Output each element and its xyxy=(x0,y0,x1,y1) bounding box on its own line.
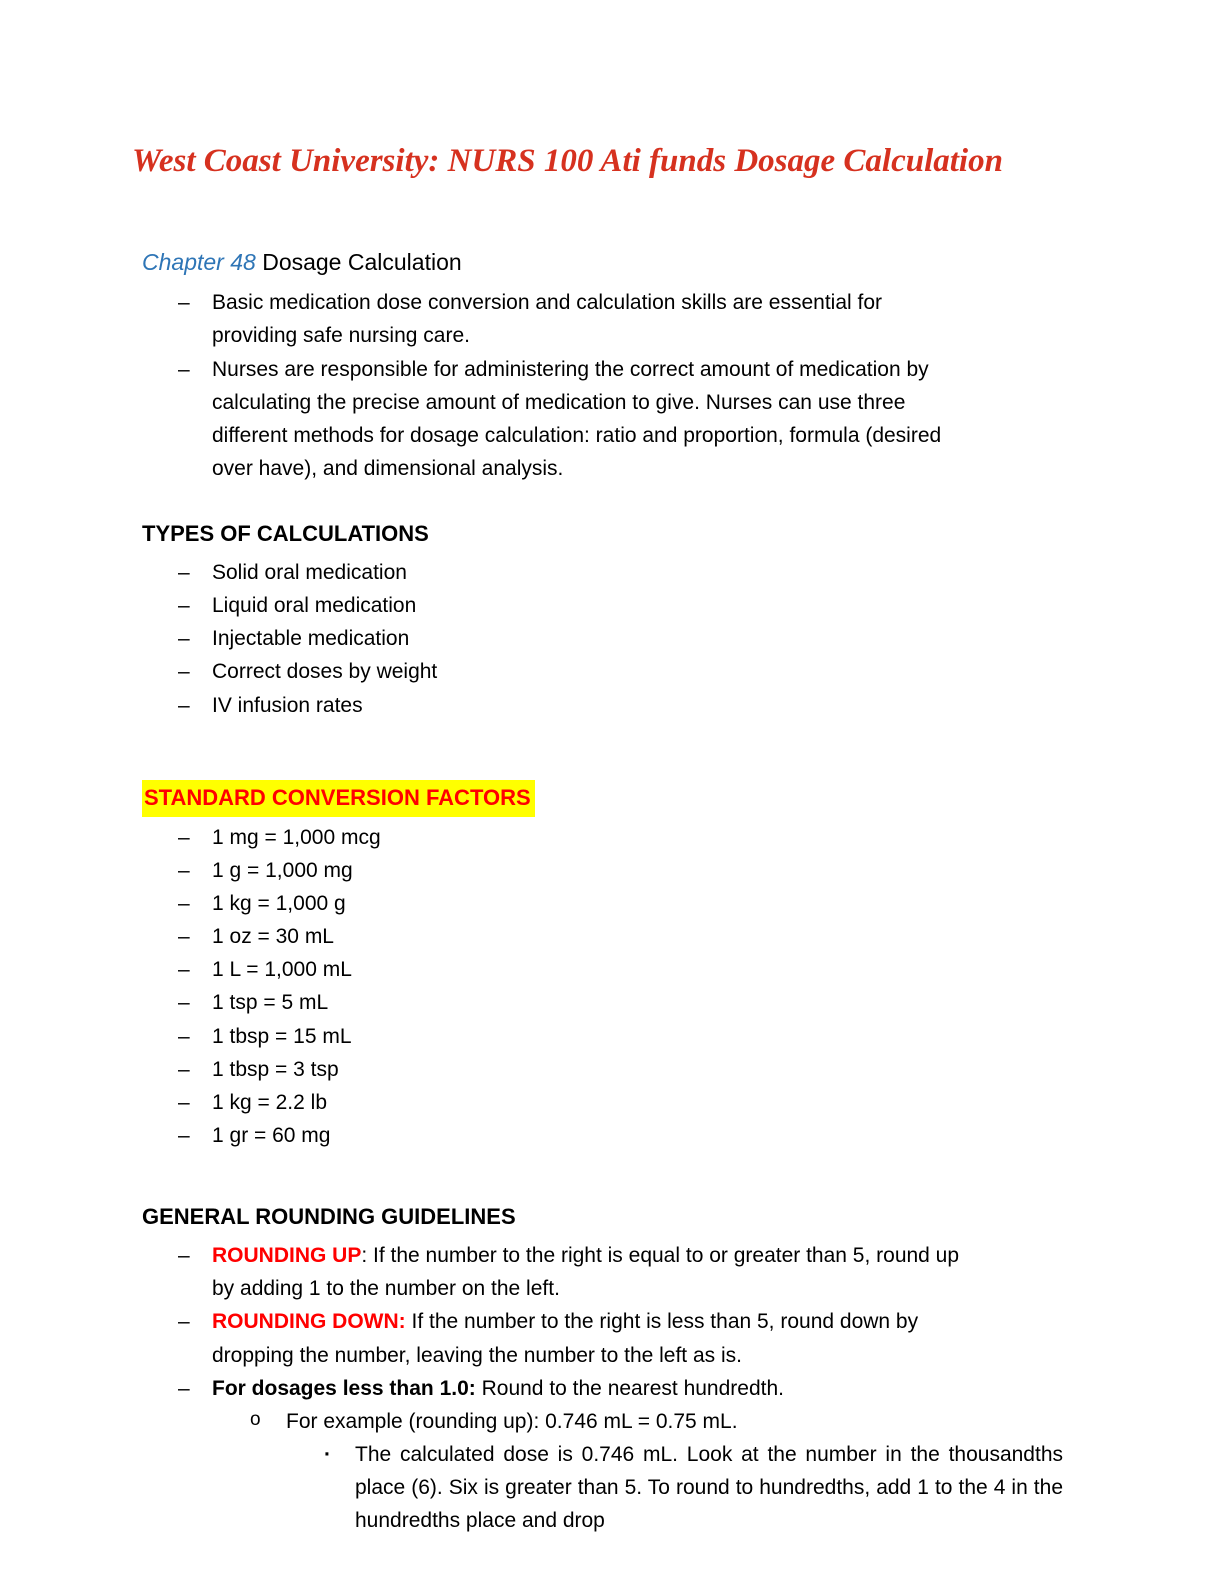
list-item xyxy=(178,353,1092,486)
dash-bullet: – xyxy=(178,925,190,949)
list-item-text: 1 tbsp = 3 tsp xyxy=(212,1057,339,1081)
list-item xyxy=(178,953,1092,986)
list-item-text: 1 tbsp = 15 mL xyxy=(212,1024,352,1048)
rounding-section-heading: GENERAL ROUNDING GUIDELINES xyxy=(142,1204,516,1230)
list-item-text: 1 g = 1,000 mg xyxy=(212,858,353,882)
list-item-text: Correct doses by weight xyxy=(212,660,438,684)
dash-bullet: – xyxy=(178,660,190,684)
list-item-text: 1 kg = 2.2 lb xyxy=(212,1090,327,1114)
conversions-bullet-list xyxy=(178,821,1092,1153)
dash-bullet: – xyxy=(178,627,190,651)
list-item-text: 1 oz = 30 mL xyxy=(212,925,334,949)
list-item xyxy=(178,1305,1092,1371)
list-item xyxy=(178,920,1092,953)
list-item-text: 1 gr = 60 mg xyxy=(212,1124,331,1148)
dosages-less-text: Round to the nearest hundredth. xyxy=(475,1376,784,1400)
rounding-up-label: ROUNDING UP xyxy=(212,1244,362,1268)
dash-bullet: – xyxy=(178,560,190,584)
list-item-text: Injectable medication xyxy=(212,627,410,651)
list-item-text: IV infusion rates xyxy=(212,693,363,717)
chapter-heading xyxy=(142,244,1092,280)
chapter-label: Chapter 48 xyxy=(142,248,256,275)
example-detail-text: The calculated dose is 0.746 mL. Look at the number in the thousandths place (6). Six is greater than 5. To round to hundredths, add 1 to the 4 in the hundredths place and drop xyxy=(355,1443,1063,1533)
dash-bullet: – xyxy=(178,891,190,915)
dash-bullet: – xyxy=(178,958,190,982)
list-item-text: Basic medication dose conversion and calculation skills are essential for providing safe nursing care. xyxy=(212,291,883,348)
types-bullet-list xyxy=(178,556,1092,722)
dash-bullet: – xyxy=(178,594,190,618)
dash-bullet: – xyxy=(178,991,190,1015)
list-item xyxy=(178,1053,1092,1086)
list-item xyxy=(178,821,1092,854)
example-text: For example (rounding up): 0.746 mL = 0.75 mL. xyxy=(286,1409,738,1433)
dash-bullet: – xyxy=(178,1090,190,1114)
list-item-text: Solid oral medication xyxy=(212,560,407,584)
dash-bullet: – xyxy=(178,1024,190,1048)
list-item-text xyxy=(212,1305,972,1371)
example-detail-item xyxy=(324,1438,1092,1538)
rounding-bullet-list xyxy=(178,1239,1092,1405)
list-item xyxy=(178,286,1092,352)
dash-bullet: – xyxy=(178,825,190,849)
list-item-text: 1 mg = 1,000 mcg xyxy=(212,825,381,849)
list-item xyxy=(178,1119,1092,1152)
dash-bullet: – xyxy=(178,1376,190,1400)
conversions-heading-highlight: STANDARD CONVERSION FACTORS xyxy=(142,780,535,817)
list-item xyxy=(178,986,1092,1019)
circle-bullet: o xyxy=(250,1408,261,1430)
page-title: West Coast University: NURS 100 Ati funds Dosage Calculation xyxy=(132,143,1003,179)
example-list-item xyxy=(250,1405,1092,1438)
dosages-less-label: For dosages less than 1.0: xyxy=(212,1376,476,1400)
dash-bullet: – xyxy=(178,1310,190,1334)
chapter-title: Dosage Calculation xyxy=(255,248,462,275)
list-item-text: Liquid oral medication xyxy=(212,594,417,618)
dash-bullet: – xyxy=(178,1244,190,1268)
list-item xyxy=(178,1372,1092,1405)
conversions-section-heading xyxy=(142,780,1092,817)
chapter-bullet-list xyxy=(178,286,1092,485)
list-item xyxy=(178,887,1092,920)
list-item xyxy=(178,1020,1092,1053)
rounding-down-text: If the number to the right is less than 5, round down by dropping the number, leaving the number to the left as is. xyxy=(212,1310,919,1367)
list-item xyxy=(178,589,1092,622)
types-section-heading: TYPES OF CALCULATIONS xyxy=(142,521,429,547)
rounding-down-label: ROUNDING DOWN: xyxy=(212,1310,406,1334)
dash-bullet: – xyxy=(178,858,190,882)
list-item xyxy=(178,1086,1092,1119)
list-item xyxy=(178,622,1092,655)
list-item-text: 1 kg = 1,000 g xyxy=(212,891,346,915)
dash-bullet: – xyxy=(178,693,190,717)
rounding-up-text: : If the number to the right is equal to or greater than 5, round up by adding 1 to the number on the left. xyxy=(212,1244,960,1301)
dot-bullet: · xyxy=(324,1443,331,1467)
list-item-text: 1 tsp = 5 mL xyxy=(212,991,329,1015)
list-item xyxy=(178,689,1092,722)
list-item xyxy=(178,1239,1092,1305)
list-item xyxy=(178,854,1092,887)
dash-bullet: – xyxy=(178,357,190,381)
list-item xyxy=(178,556,1092,589)
list-item-text xyxy=(212,1372,784,1405)
list-item-text: Nurses are responsible for administering the correct amount of medication by calculating the precise amount of medication to give. Nurses can use three different methods for dosage calculation: ratio and proportion, formula (desired over have), and dimensional analysis. xyxy=(212,357,942,481)
dash-bullet: – xyxy=(178,1057,190,1081)
list-item-text xyxy=(212,1239,972,1305)
dash-bullet: – xyxy=(178,1124,190,1148)
list-item-text: 1 L = 1,000 mL xyxy=(212,958,352,982)
list-item xyxy=(178,655,1092,688)
dash-bullet: – xyxy=(178,291,190,315)
